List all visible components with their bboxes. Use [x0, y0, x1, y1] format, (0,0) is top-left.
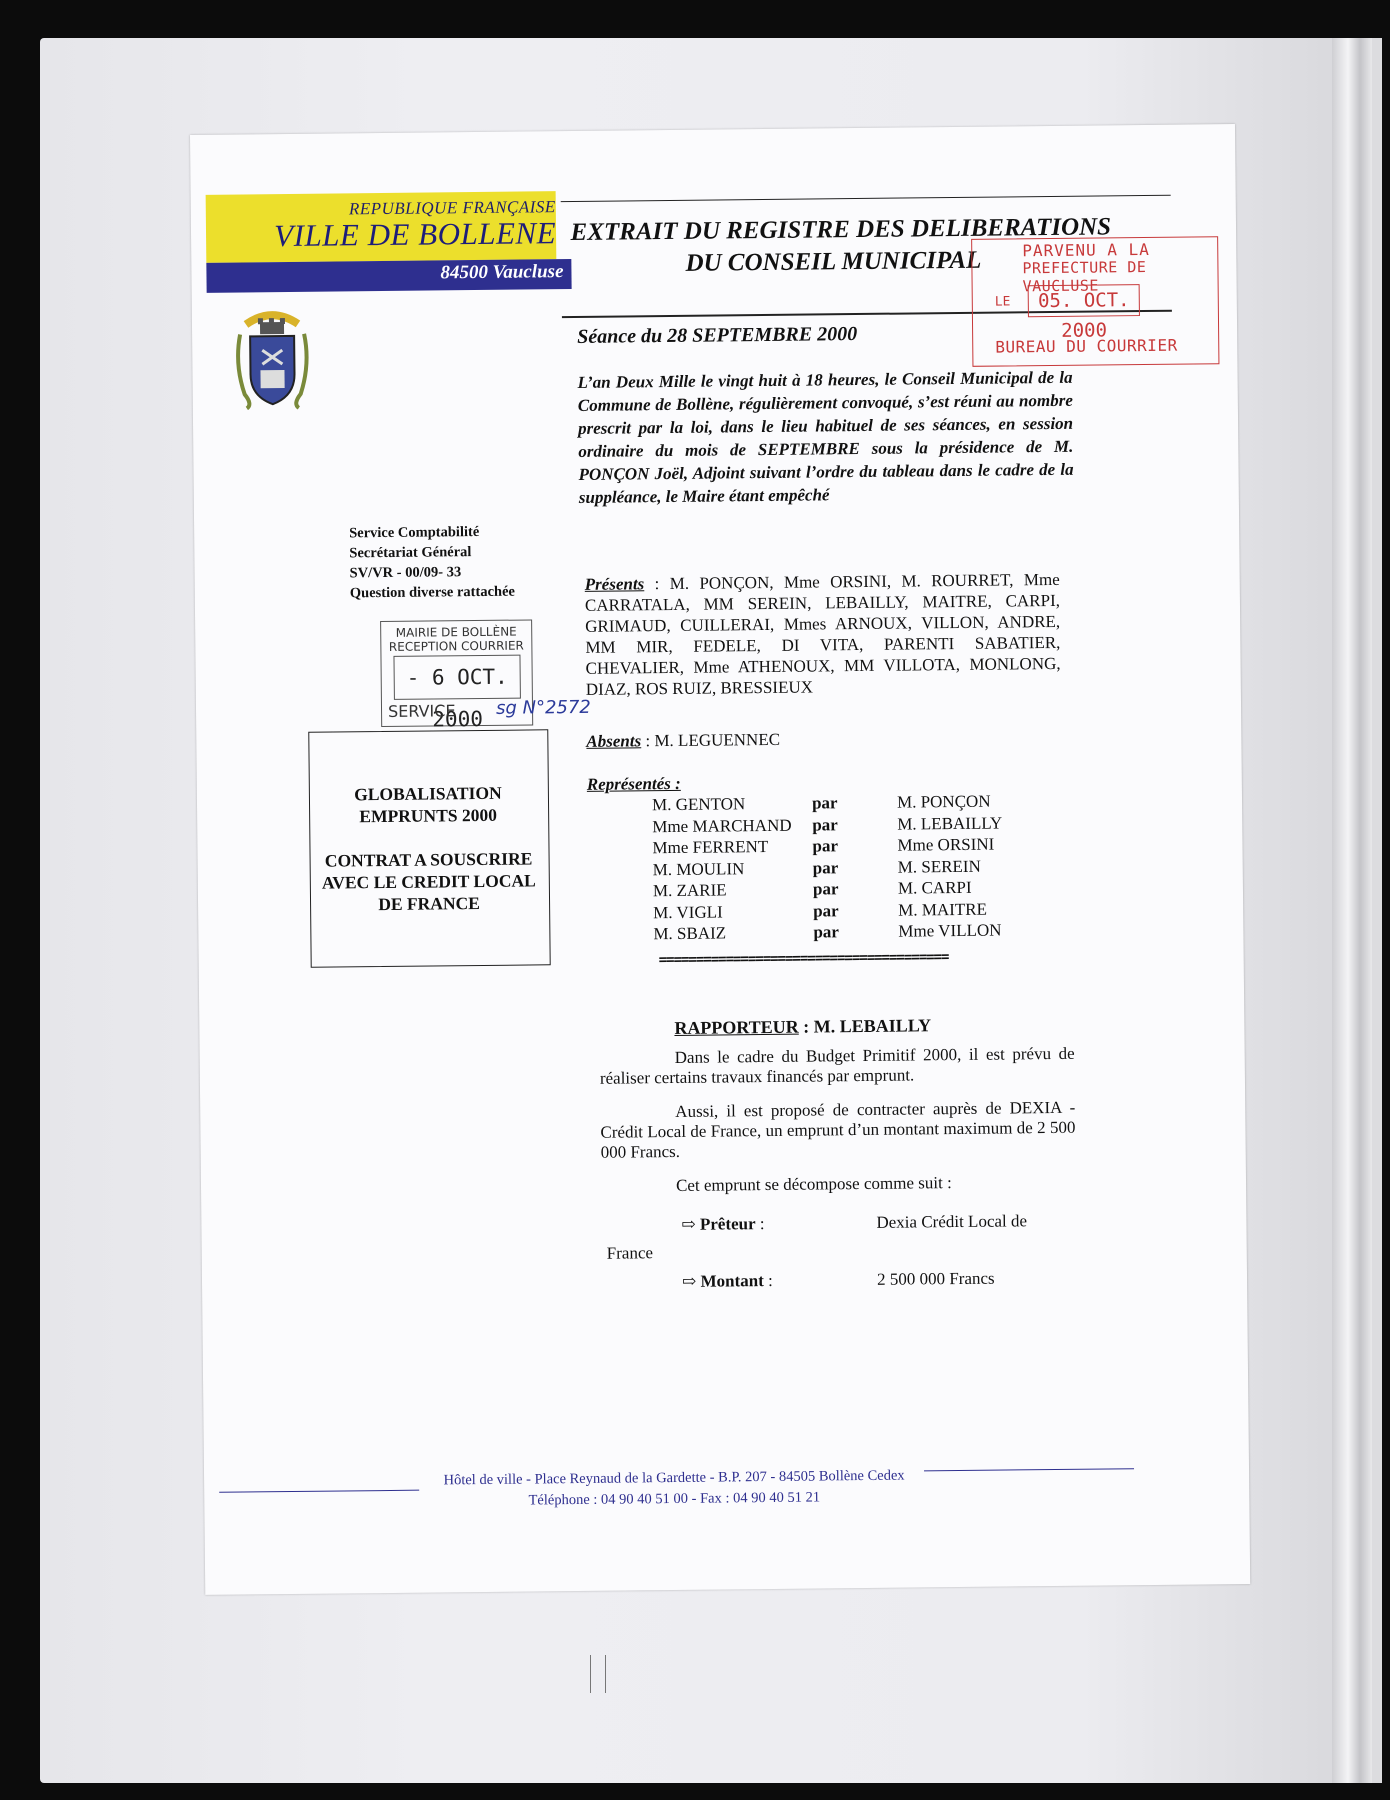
seance-date: Séance du 28 SEPTEMBRE 2000 [577, 323, 858, 348]
representes-par: par [813, 922, 839, 942]
preteur-separator: : [755, 1214, 765, 1234]
mairie-stamp-date: - 6 OCT. 2000 [393, 655, 520, 700]
footer-address: Hôtel de ville - Place Reynaud de la Gardette - B.P. 207 - 84505 Bollène Cedex [443, 1467, 905, 1489]
stamp-line-2: PREFECTURE DE VAUCLUSE [1022, 257, 1147, 296]
republique-francaise-label: REPUBLIQUE FRANÇAISE [348, 197, 556, 219]
title-rule-top [561, 195, 1171, 202]
subject-line-5: DE FRANCE [378, 893, 480, 915]
stamp-line-3: BUREAU DU COURRIER [995, 335, 1178, 357]
service-line-4: Question diverse rattachée [349, 583, 515, 602]
binder-marks [590, 1655, 606, 1693]
stamp-le: LE [994, 294, 1011, 310]
representes-par: par [812, 836, 839, 856]
representes-who: Mme MARCHAND [652, 815, 792, 836]
representes-par: par [812, 879, 839, 899]
representes-par: par [811, 793, 838, 813]
presents-section [585, 569, 1061, 700]
vaucluse-label: 84500 Vaucluse [440, 261, 564, 284]
arrow-right-icon: ⇨ [681, 1214, 696, 1234]
stamp-date: 05. OCT. 2000 [1028, 284, 1140, 317]
representes-par: par [812, 814, 838, 835]
preteur-label: Prêteur [699, 1214, 756, 1234]
term-montant [681, 1268, 995, 1292]
service-line-1: Service Comptabilité [349, 523, 480, 542]
representes-who: Mme FERRENT [652, 836, 769, 858]
subject-box-text [309, 781, 548, 915]
representes-who: M. ZARIE [652, 880, 727, 901]
document-title-line2: DU CONSEIL MUNICIPAL [685, 246, 982, 277]
representes-by: M. PONÇON [896, 791, 991, 812]
representes-row [653, 919, 1133, 944]
representes-label: Représentés : [586, 773, 681, 794]
absents-section [586, 727, 986, 752]
preteur-value-continued: France [606, 1243, 654, 1263]
representes-by: Mme ORSINI [897, 834, 995, 855]
service-line-2: Secrétariat Général [349, 544, 472, 562]
representes-par: par [813, 900, 839, 921]
subject-line-2: EMPRUNTS 2000 [359, 804, 498, 827]
representes-by: M. SEREIN [897, 856, 981, 877]
representes-by: M. LEBAILLY [897, 813, 1003, 834]
intro-paragraph: L’an Deux Mille le vingt huit à 18 heures, le Conseil Municipal de la Commune de Bollène, régulièrement convoqué, s’est réuni au nombre prescrit par la loi, dans le lieu habituel de ses séances, en session ordinaire du mois de SEPTEMBRE sous la présidence de M. PONÇON Joël, Adjoint suivant l’ordre du tableau dans le cadre de la suppléance, le Maire étant empêché [577, 367, 1074, 507]
presents-list: : M. PONÇON, Mme ORSINI, M. ROURRET, Mme CARRATALA, MM SEREIN, LEBAILLY, MAITRE, CARPI, GRIMAUD, CUILLERAI, Mmes ARNOUX, VILLON, ANDRE, MM MIR, FEDELE, DI VITA, PARENTI SABATIER, CHEVALIER, Mme ATHENOUX, MM VILLOTA, MONLONG, DIAZ, ROS RUIZ, BRESSIEUX [584, 569, 1061, 699]
service-line-3: SV/VR - 00/09- 33 [349, 564, 462, 582]
representes-who: M. GENTON [651, 794, 746, 815]
mairie-stamp-service: SERVICE [387, 701, 456, 721]
footer-rule-left [219, 1490, 419, 1493]
absents-label: Absents [586, 731, 642, 751]
rapporteur-label: RAPPORTEUR [674, 1016, 799, 1038]
document-title-line1: EXTRAIT DU REGISTRE DES DELIBERATIONS [570, 213, 1112, 247]
document-page [190, 124, 1250, 1595]
term-preteur [681, 1211, 1028, 1235]
binder-edge [1332, 38, 1372, 1783]
footer-rule-right [924, 1468, 1134, 1471]
coat-of-arms-icon [232, 304, 313, 415]
arrow-right-icon: ⇨ [681, 1271, 697, 1291]
separator-line: ======================================= [658, 949, 949, 969]
rapporteur-name: : M. LEBAILLY [798, 1015, 932, 1037]
representes-who: M. SBAIZ [653, 923, 727, 944]
representes-row [651, 790, 1132, 815]
representes-by: M. CARPI [897, 877, 972, 898]
paragraph-emprunt: Aussi, il est proposé de contracter auprès de DEXIA - Crédit Local de France, un emprunt d’un montant maximum de 2 500 000 Francs. [600, 1097, 1076, 1162]
absents-list: : M. LEGUENNEC [641, 729, 781, 751]
paragraph-decompose: Cet emprunt se décompose comme suit : [675, 1173, 952, 1195]
mairie-stamp-line-1: MAIRIE DE BOLLÈNE [395, 624, 517, 640]
montant-label: Montant [700, 1271, 764, 1291]
preteur-value: Dexia Crédit Local de [876, 1211, 1028, 1232]
paragraph-budget: Dans le cadre du Budget Primitif 2000, il est prévu de réaliser certains travaux financés par emprunt. [599, 1043, 1075, 1088]
montant-value: 2 500 000 Francs [876, 1268, 995, 1289]
ville-de-bollene-label: VILLE DE BOLLENE [274, 215, 557, 254]
footer-phone: Téléphone : 04 90 40 51 00 - Fax : 04 90 40 51 21 [528, 1489, 821, 1509]
representes-by: Mme VILLON [898, 920, 1002, 941]
rapporteur [674, 1015, 931, 1039]
service-reference [349, 521, 570, 603]
subject-line-4: AVEC LE CREDIT LOCAL [321, 870, 536, 893]
presents-label: Présents [584, 574, 645, 594]
representes-who: M. MOULIN [652, 858, 745, 879]
montant-separator: : [763, 1270, 773, 1291]
subject-line-3: CONTRAT A SOUSCRIRE [324, 848, 533, 871]
binder-edge-strip [1372, 38, 1382, 1783]
handwritten-number: sg N°2572 [495, 696, 591, 719]
representes-par: par [812, 857, 839, 878]
mairie-stamp-line-2: RECEPTION COURRIER [388, 638, 524, 654]
stamp-line-1: PARVENU A LA [1022, 239, 1150, 261]
prefecture-reception-stamp [971, 236, 1219, 367]
representes-by: M. MAITRE [898, 899, 988, 920]
representes-who: M. VIGLI [653, 901, 723, 922]
subject-line-1: GLOBALISATION [354, 782, 502, 805]
